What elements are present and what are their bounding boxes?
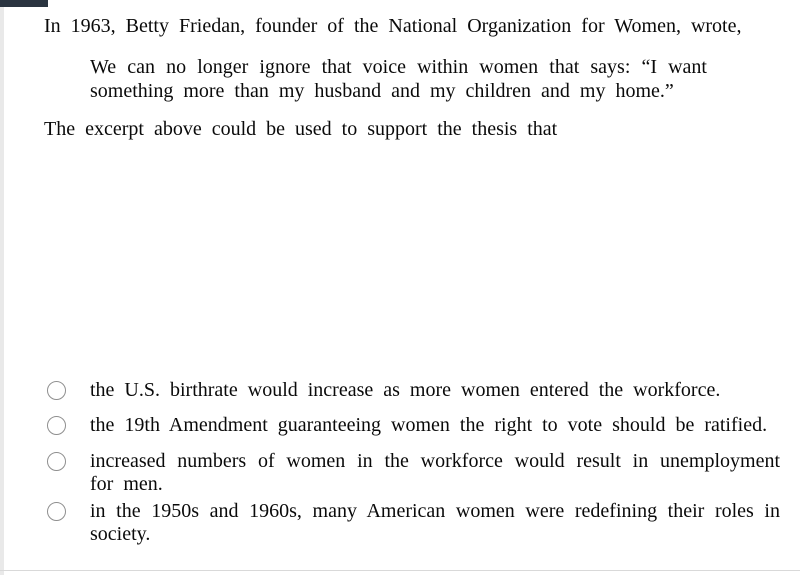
radio-button-icon[interactable] xyxy=(47,416,66,435)
answer-option-label: increased numbers of women in the workforce would result in unemployment for men. xyxy=(90,450,780,495)
question-quote: We can no longer ignore that voice within women that says: “I want something more than my husband and my children and my home.” xyxy=(90,56,707,102)
answer-options xyxy=(44,379,784,546)
radio-button-icon[interactable] xyxy=(47,502,66,521)
answer-option-2[interactable] xyxy=(44,414,784,437)
answer-option-label: the U.S. birthrate would increase as more women entered the workforce. xyxy=(90,379,721,401)
answer-option-label: the 19th Amendment guaranteeing women the right to vote should be ratified. xyxy=(90,414,768,436)
answer-option-3[interactable] xyxy=(44,450,784,496)
answer-option-label: in the 1950s and 1960s, many American women were redefining their roles in society. xyxy=(90,500,780,545)
radio-button-icon[interactable] xyxy=(47,452,66,471)
answer-option-4[interactable] xyxy=(44,500,784,546)
bottom-divider xyxy=(0,570,800,571)
left-edge-strip xyxy=(0,0,4,575)
answer-option-1[interactable] xyxy=(44,379,784,402)
question-intro: In 1963, Betty Friedan, founder of the National Organization for Women, wrote, xyxy=(44,15,742,37)
question-prompt: The excerpt above could be used to support the thesis that xyxy=(44,118,558,140)
question-content xyxy=(44,14,744,141)
radio-button-icon[interactable] xyxy=(47,381,66,400)
top-left-dark-bar xyxy=(0,0,48,7)
